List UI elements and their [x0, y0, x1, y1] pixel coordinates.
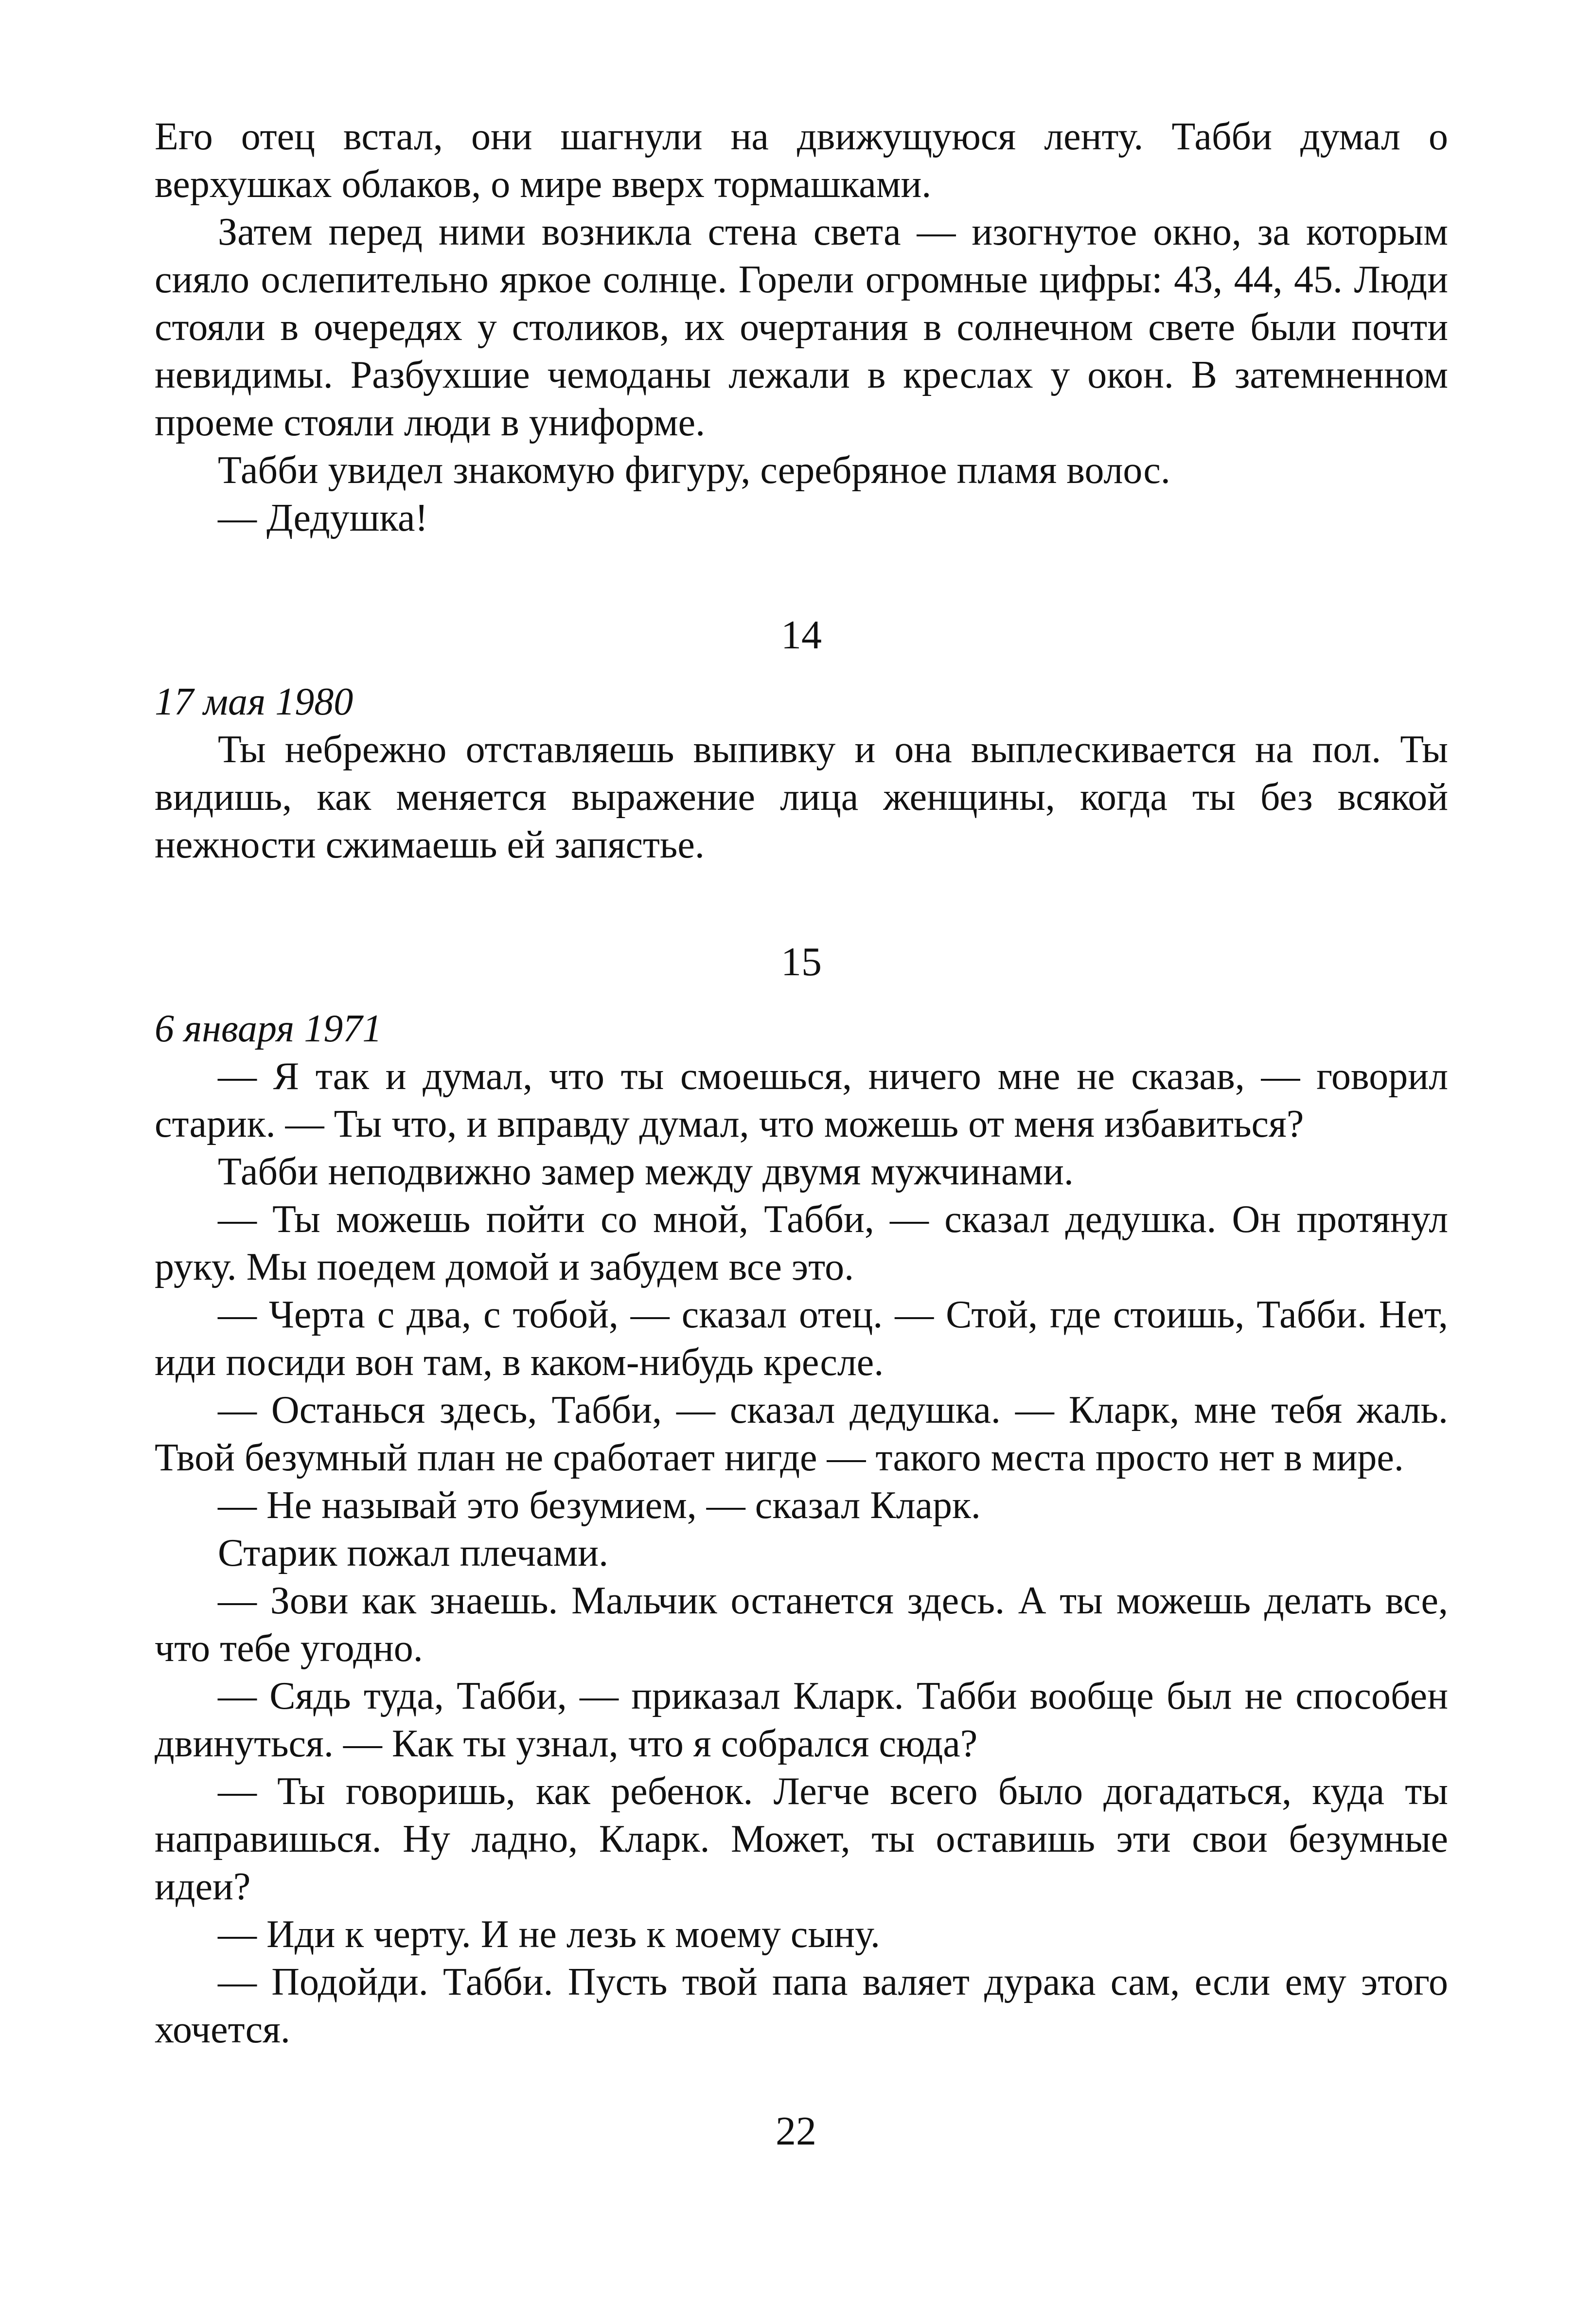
paragraph: — Ты можешь пойти со мной, Табби, — сказал дедушка. Он протянул руку. Мы поедем домой и забудем все это. — [155, 1198, 1448, 1288]
paragraph: — Не называй это безумием, — сказал Кларк. — [218, 1484, 981, 1527]
paragraph: — Ты говоришь, как ребенок. Легче всего было догадаться, куда ты направишься. Ну ладно, Кларк. Может, ты оставишь эти свои безумные идеи? — [155, 1770, 1448, 1908]
book-page — [155, 113, 1448, 2054]
paragraph: — Я так и думал, что ты смоешься, ничего мне не сказав, — говорил старик. — Ты что, и вправду думал, что можешь от меня избавиться? — [155, 1055, 1448, 1145]
paragraph: — Подойди. Табби. Пусть твой папа валяет дурака сам, если ему этого хочется. — [155, 1961, 1448, 2051]
paragraph: Табби неподвижно замер между двумя мужчинами. — [218, 1150, 1074, 1193]
chapter-number: 15 — [781, 939, 822, 984]
section-top — [155, 113, 1448, 542]
paragraph: Старик пожал плечами. — [218, 1532, 609, 1574]
paragraph: Его отец встал, они шагнули на движущуюся ленту. Табби думал о верхушках облаков, о мире вверх тормашками. — [155, 115, 1448, 206]
chapter-15 — [155, 938, 1448, 2054]
chapter-14 — [155, 611, 1448, 869]
page-number: 22 — [776, 2109, 816, 2154]
chapter-number: 14 — [781, 612, 822, 658]
paragraph: — Дедушка! — [218, 497, 428, 539]
paragraph: Табби увидел знакомую фигуру, серебряное пламя волос. — [218, 449, 1170, 492]
paragraph: — Зови как знаешь. Мальчик останется здесь. А ты можешь делать все, что тебе угодно. — [155, 1579, 1448, 1670]
paragraph: — Черта с два, с тобой, — сказал отец. — Стой, где стоишь, Табби. Нет, иди посиди вон там, в каком-нибудь кресле. — [155, 1293, 1448, 1384]
chapter-date: 17 мая 1980 — [155, 680, 354, 723]
paragraph: — Иди к черту. И не лезь к моему сыну. — [218, 1913, 880, 1956]
paragraph: Затем перед ними возникла стена света — изогнутое окно, за которым сияло ослепительно яркое солнце. Горели огромные цифры: 43, 44, 45. Люди стояли в очередях у столиков, их очертания в солнечном свете были почти невидимы. Разбухшие чемоданы лежали в креслах у окон. В затемненном проеме стояли люди в униформе. — [155, 211, 1448, 444]
paragraph: — Сядь туда, Табби, — приказал Кларк. Табби вообще был не способен двинуться. — Как ты узнал, что я собрался сюда? — [155, 1675, 1448, 1765]
paragraph: Ты небрежно отставляешь выпивку и она выплескивается на пол. Ты видишь, как меняется выражение лица женщины, когда ты без всякой нежности сжимаешь ей запястье. — [155, 728, 1448, 866]
paragraph: — Останься здесь, Табби, — сказал дедушка. — Кларк, мне тебя жаль. Твой безумный план не сработает нигде — такого места просто нет в мире. — [155, 1389, 1448, 1479]
chapter-date: 6 января 1971 — [155, 1007, 382, 1050]
